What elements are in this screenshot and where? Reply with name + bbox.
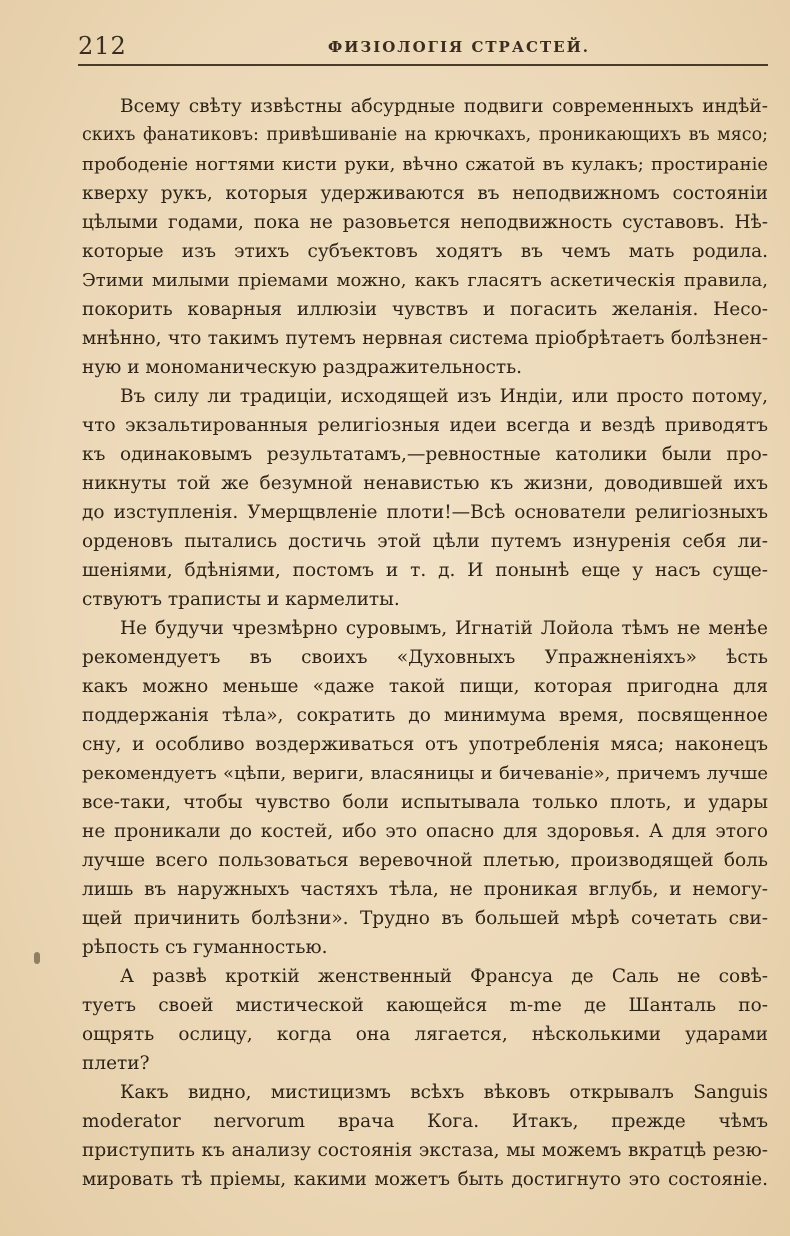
text-line: плети? bbox=[82, 1053, 150, 1074]
text-line: какъ можно меньше «даже такой пищи, которая пригодна для bbox=[82, 676, 768, 697]
text-line: рѣпость съ гуманностью. bbox=[82, 937, 328, 958]
text-line: Какъ видно, мистицизмъ всѣхъ вѣковъ открывалъ Sanguis bbox=[120, 1082, 768, 1103]
running-title: ФИЗIОЛОГIЯ СТРАСТЕЙ. bbox=[328, 38, 590, 56]
text-line: щей причинить болѣзни». Трудно въ большей мѣрѣ сочетать сви- bbox=[82, 908, 768, 929]
text-line: приступить къ анализу состоянiя экстаза, мы можемъ вкратцѣ резю- bbox=[82, 1140, 768, 1161]
text-line: орденовъ пытались достичь этой цѣли путемъ изнуренiя себя ли- bbox=[82, 531, 768, 552]
paragraph bbox=[82, 1078, 768, 1194]
text-line: кверху рукъ, которыя удерживаются въ неподвижномъ состоянiи bbox=[82, 183, 768, 204]
text-line: мнѣнно, что такимъ путемъ нервная система прiобрѣтаетъ болѣзнен- bbox=[82, 328, 768, 349]
text-line: къ одинаковымъ результатамъ,—ревностные католики были про- bbox=[82, 444, 768, 465]
paragraph bbox=[82, 962, 768, 1078]
text-line: не проникали до костей, ибо это опасно для здоровья. А для этого bbox=[82, 821, 768, 842]
page-number: 212 bbox=[78, 32, 127, 60]
text-line: прободенiе ногтями кисти руки, вѣчно сжатой въ кулакъ; простиранiе bbox=[82, 154, 768, 175]
text-line: Всему свѣту извѣстны абсурдные подвиги современныхъ индѣй- bbox=[120, 96, 768, 117]
text-line: скихъ фанатиковъ: привѣшиванiе на крючкахъ, проникающихъ въ мясо; bbox=[82, 125, 768, 145]
text-line: Въ силу ли традицiи, исходящей изъ Индiи, или просто потому, bbox=[120, 386, 768, 407]
paragraph bbox=[82, 614, 768, 962]
text-line: ствуютъ траписты и кармелиты. bbox=[82, 589, 400, 610]
text-line: Этими милыми прiемами можно, какъ гласятъ аскетическiя правила, bbox=[82, 270, 768, 291]
text-line: А развѣ кроткiй женственный Франсуа де Саль не совѣ- bbox=[120, 966, 768, 987]
body-text bbox=[82, 92, 768, 1194]
text-line: moderator nervorum врача Кога. Итакъ, прежде чѣмъ bbox=[82, 1111, 768, 1132]
text-line: Не будучи чрезмѣрно суровымъ, Игнатiй Лойола тѣмъ не менѣе bbox=[120, 618, 768, 639]
margin-ink-mark bbox=[34, 952, 40, 964]
text-line: рекомендуетъ «цѣпи, вериги, власяницы и бичеванiе», причемъ лучше bbox=[82, 763, 768, 784]
paragraph bbox=[82, 92, 768, 382]
text-line: лучше всего пользоваться веревочной плетью, производящей боль bbox=[82, 850, 768, 871]
text-line: шенiями, бдѣнiями, постомъ и т. д. И понынѣ еще у насъ суще- bbox=[82, 560, 768, 581]
text-line: до изступленiя. Умерщвленiе плоти!—Всѣ основатели религiозныхъ bbox=[82, 502, 768, 523]
text-line: поддержанiя тѣла», сократить до минимума время, посвященное bbox=[82, 705, 768, 726]
text-line: рекомендуетъ въ своихъ «Духовныхъ Упражненiяхъ» ѣсть bbox=[82, 647, 768, 668]
text-line: ощрять ослицу, когда она лягается, нѣсколькими ударами bbox=[82, 1024, 768, 1045]
paragraph bbox=[82, 382, 768, 614]
text-line: цѣлыми годами, пока не разовьется неподвижность суставовъ. Нѣ- bbox=[82, 212, 768, 233]
text-line: мировать тѣ прiемы, какими можетъ быть достигнуто это состоянiе. bbox=[82, 1169, 768, 1190]
text-line: никнуты той же безумной ненавистью къ жизни, доводившей ихъ bbox=[82, 473, 768, 494]
text-line: покорить коварныя иллюзiи чувствъ и погасить желанiя. Несо- bbox=[82, 299, 768, 320]
text-line: туетъ своей мистической кающейся m-me де Шанталь по- bbox=[82, 995, 768, 1016]
text-line: что экзальтированныя религiозныя идеи всегда и вездѣ приводятъ bbox=[82, 415, 768, 436]
page-header bbox=[78, 30, 768, 64]
text-line: которые изъ этихъ субъектовъ ходятъ въ чемъ мать родила. bbox=[82, 241, 768, 262]
text-line: лишь въ наружныхъ частяхъ тѣла, не проникая вглубь, и немогу- bbox=[82, 879, 768, 900]
text-line: сну, и особливо воздерживаться отъ употребленiя мяса; наконецъ bbox=[82, 734, 768, 755]
text-line: все-таки, чтобы чувство боли испытывала только плоть, и удары bbox=[82, 792, 768, 813]
text-line: ную и мономаническую раздражительность. bbox=[82, 357, 523, 378]
header-rule bbox=[78, 64, 768, 66]
